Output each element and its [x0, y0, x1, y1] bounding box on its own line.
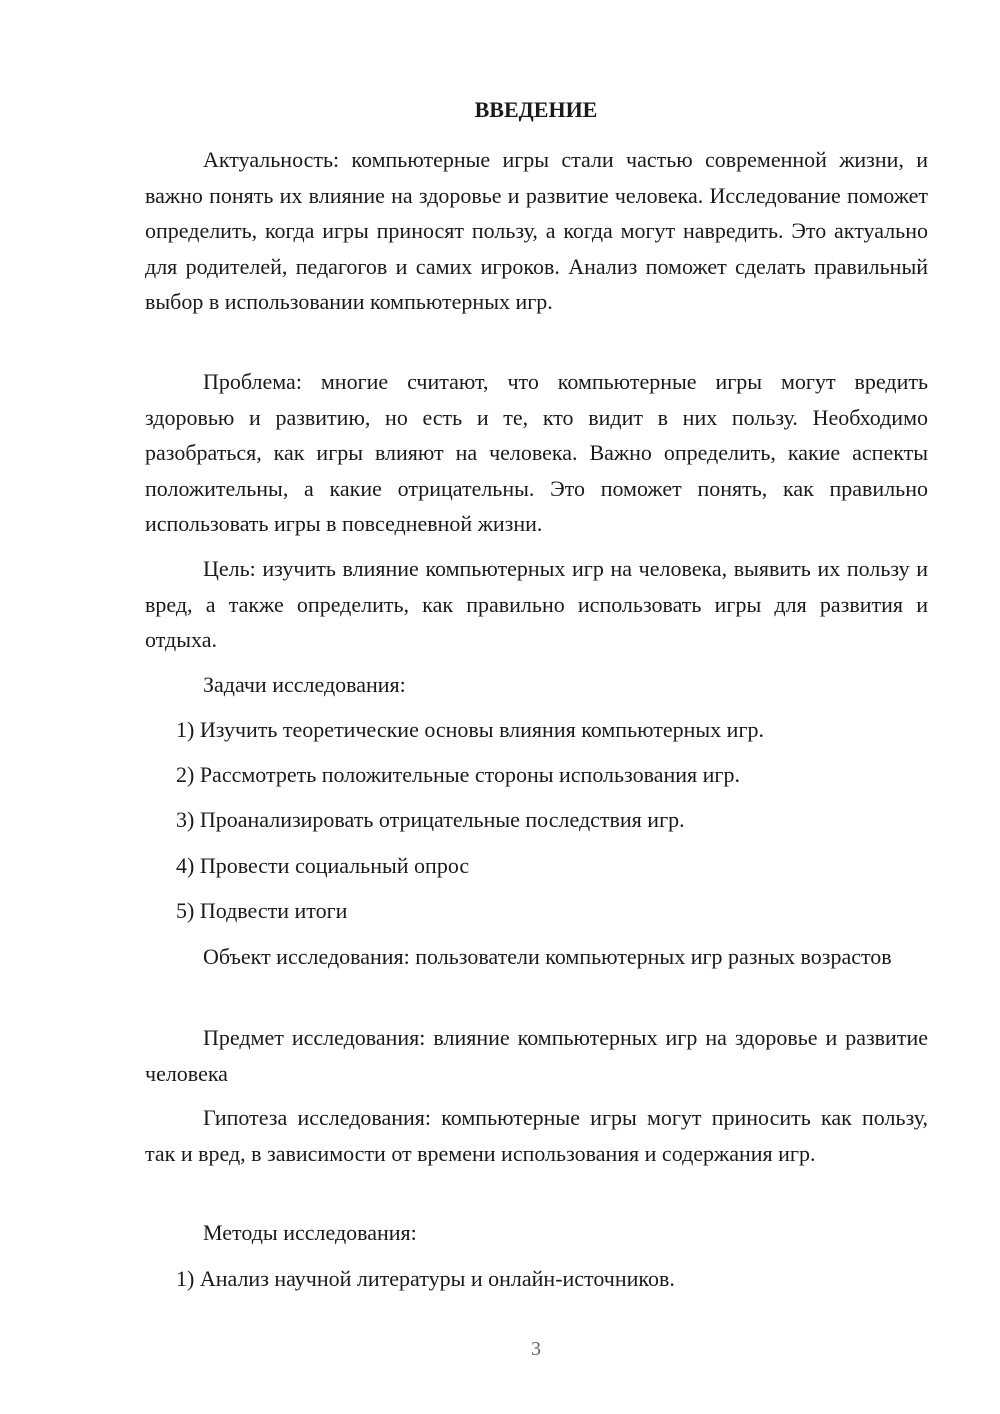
paragraph-object: Объект исследования: пользователи компьютерных игр разных возрастов: [203, 944, 892, 969]
list-item: 1) Изучить теоретические основы влияния компьютерных игр.: [176, 717, 764, 742]
list-item: 5) Подвести итоги: [176, 898, 348, 923]
tasks-title: Задачи исследования:: [203, 672, 406, 697]
list-item: 1) Анализ научной литературы и онлайн-источников.: [176, 1266, 675, 1291]
paragraph-hypothesis: Гипотеза исследования: компьютерные игры могут приносить как пользу, так и вред, в зависимости от времени использования и содержания игр.: [145, 1105, 928, 1166]
list-item: 2) Рассмотреть положительные стороны использования игр.: [176, 762, 740, 787]
list-item: 3) Проанализировать отрицательные последствия игр.: [176, 807, 685, 832]
paragraph-goal: Цель: изучить влияние компьютерных игр на человека, выявить их пользу и вред, а также определить, как правильно использовать игры для развития и отдыха.: [145, 556, 928, 652]
paragraph-subject: Предмет исследования: влияние компьютерных игр на здоровье и развитие человека: [145, 1025, 928, 1086]
section-heading: ВВЕДЕНИЕ: [474, 97, 598, 122]
methods-title: Методы исследования:: [203, 1220, 417, 1245]
paragraph-problem: Проблема: многие считают, что компьютерные игры могут вредить здоровью и развитию, но есть и те, кто видит в них пользу. Необходимо разобраться, как игры влияют на человека. Важно определить, какие аспекты положительны, а какие отрицательны. Это поможет понять, как правильно использовать игры в повседневной жизни.: [145, 369, 928, 536]
paragraph-relevance: Актуальность: компьютерные игры стали частью современной жизни, и важно понять их влияние на здоровье и развитие человека. Исследование поможет определить, когда игры приносят пользу, а когда могут навредить. Это актуально для родителей, педагогов и самих игроков. Анализ поможет сделать правильный выбор в использовании компьютерных игр.: [145, 147, 928, 314]
page-number: 3: [531, 1338, 541, 1360]
list-item: 4) Провести социальный опрос: [176, 853, 470, 878]
